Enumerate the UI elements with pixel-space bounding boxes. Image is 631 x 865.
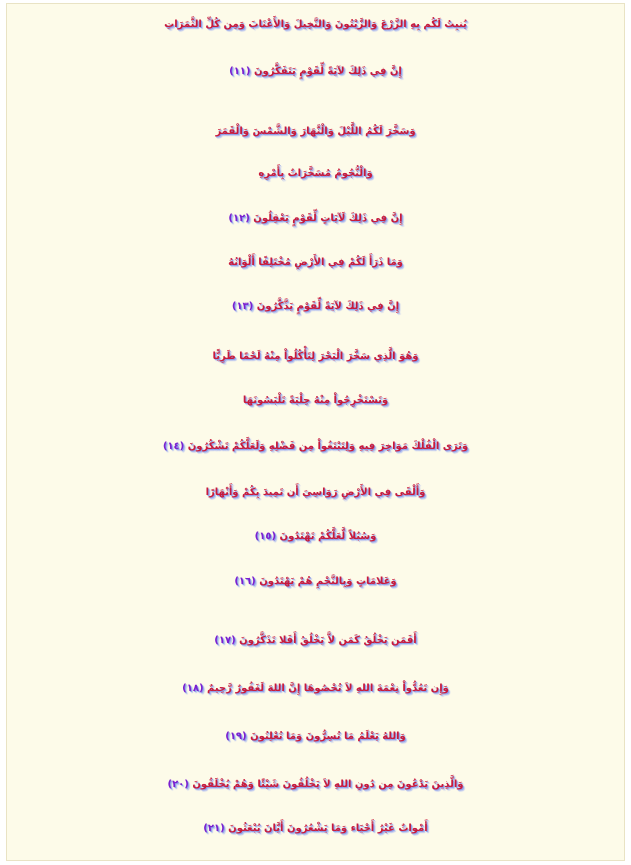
verse-text: إِنَّ فِي ذَلِكَ لَآيَاتٍ لِّقَوْمٍ يَعْقِلُونَ bbox=[253, 213, 403, 224]
verse-line bbox=[7, 59, 624, 85]
verse-line bbox=[7, 250, 624, 276]
verse-number: (١٧) bbox=[214, 635, 236, 646]
verse-text: يُنبِتُ لَكُم بِهِ الزَّرْعَ وَالزَّيْتُونَ وَالنَّخِيلَ وَالأَعْنَابَ وَمِن كُلِّ الثَّمَرَاتِ bbox=[164, 19, 467, 30]
verse-line bbox=[7, 206, 624, 232]
verse-line bbox=[7, 161, 624, 187]
verse-line bbox=[7, 676, 624, 702]
verse-line bbox=[7, 569, 624, 595]
verse-line bbox=[7, 724, 624, 750]
verse-text: إِنَّ فِي ذَلِكَ لآيَةً لِّقَوْمٍ يَتَفَكَّرُونَ bbox=[253, 66, 402, 77]
verses-page bbox=[6, 3, 625, 861]
verse-text: وَسُبُلاً لَّعَلَّكُمْ تَهْتَدُونَ bbox=[279, 531, 377, 542]
verse-text: وَمَا ذَرَأَ لَكُمْ فِي الأَرْضِ مُخْتَلِفًا أَلْوَانُهُ bbox=[228, 257, 403, 268]
verse-number: (٢١) bbox=[203, 823, 225, 834]
verse-number: (١٣) bbox=[231, 301, 254, 312]
verse-line bbox=[7, 388, 624, 414]
verse-line bbox=[7, 294, 624, 320]
verse-text: أَمْواتٌ غَيْرُ أَحْيَاء وَمَا يَشْعُرُونَ أَيَّانَ يُبْعَثُونَ bbox=[228, 823, 428, 834]
verse-number: (١٩) bbox=[225, 731, 247, 742]
verse-line bbox=[7, 480, 624, 506]
verse-text: وَسَخَّرَ لَكُمُ اللَّيْلَ وَالْنَّهَارَ وَالشَّمْسَ وَالْقَمَرَ bbox=[215, 126, 416, 137]
verse-text: وَهُوَ الَّذِي سَخَّرَ الْبَحْرَ لِتَأْكُلُواْ مِنْهُ لَحْمًا طَرِيًّا bbox=[212, 351, 419, 362]
verse-line bbox=[7, 628, 624, 654]
verse-number: (١٢) bbox=[228, 213, 250, 224]
verse-line bbox=[7, 434, 624, 460]
verse-text: وَأَلْقَى فِي الأَرْضِ رَوَاسِيَ أَن تَمِيدَ بِكُمْ وَأَنْهَارًا bbox=[205, 487, 426, 498]
verse-text: وَتَرَى الْفُلْكَ مَوَاخِرَ فِيهِ وَلِتَبْتَغُواْ مِن فَضْلِهِ وَلَعَلَّكُمْ تَشْكُرُونَ bbox=[187, 441, 469, 452]
verse-text: وَإِن تَعُدُّواْ نِعْمَةَ اللهِ لاَ تُحْصُوهَا إِنَّ اللهَ لَغَفُورٌ رَّحِيمٌ bbox=[207, 683, 449, 694]
verse-number: (١٦) bbox=[234, 576, 256, 587]
verse-line bbox=[7, 12, 624, 38]
verse-number: (١٨) bbox=[182, 683, 204, 694]
verse-text: وَاللهُ يَعْلَمُ مَا تُسِرُّونَ وَمَا تُعْلِنُونَ bbox=[250, 731, 406, 742]
verse-line bbox=[7, 524, 624, 550]
verse-text: أَفَمَن يَخْلُقُ كَمَن لاَّ يَخْلُقُ أَفَلا تَذَكَّرُونَ bbox=[239, 635, 417, 646]
verse-line bbox=[7, 344, 624, 370]
verse-text: وَتَسْتَخْرِجُواْ مِنْهُ حِلْيَةً تَلْبَسُونَهَا bbox=[242, 395, 389, 406]
verse-text: وَالَّذِينَ يَدْعُونَ مِن دُونِ اللهِ لاَ يَخْلُقُونَ شَيْئًا وَهُمْ يُخْلَقُونَ bbox=[192, 779, 464, 790]
verse-text: وَالْنُّجُومُ مُسَخَّرَاتٌ بِأَمْرِهِ bbox=[258, 168, 373, 179]
verse-number: (١٥) bbox=[254, 531, 277, 542]
verse-line bbox=[7, 816, 624, 842]
verse-text: إِنَّ فِي ذَلِكَ لآيَةً لِّقَوْمٍ يَذَّكَّرُونَ bbox=[256, 301, 400, 312]
verse-text: وَعَلامَاتٍ وَبِالنَّجْمِ هُمْ يَهْتَدُونَ bbox=[259, 576, 397, 587]
verse-number: (١١) bbox=[229, 66, 251, 77]
verse-line bbox=[7, 772, 624, 798]
verse-number: (٢٠) bbox=[167, 779, 189, 790]
verse-number: (١٤) bbox=[162, 441, 185, 452]
verse-line bbox=[7, 119, 624, 145]
